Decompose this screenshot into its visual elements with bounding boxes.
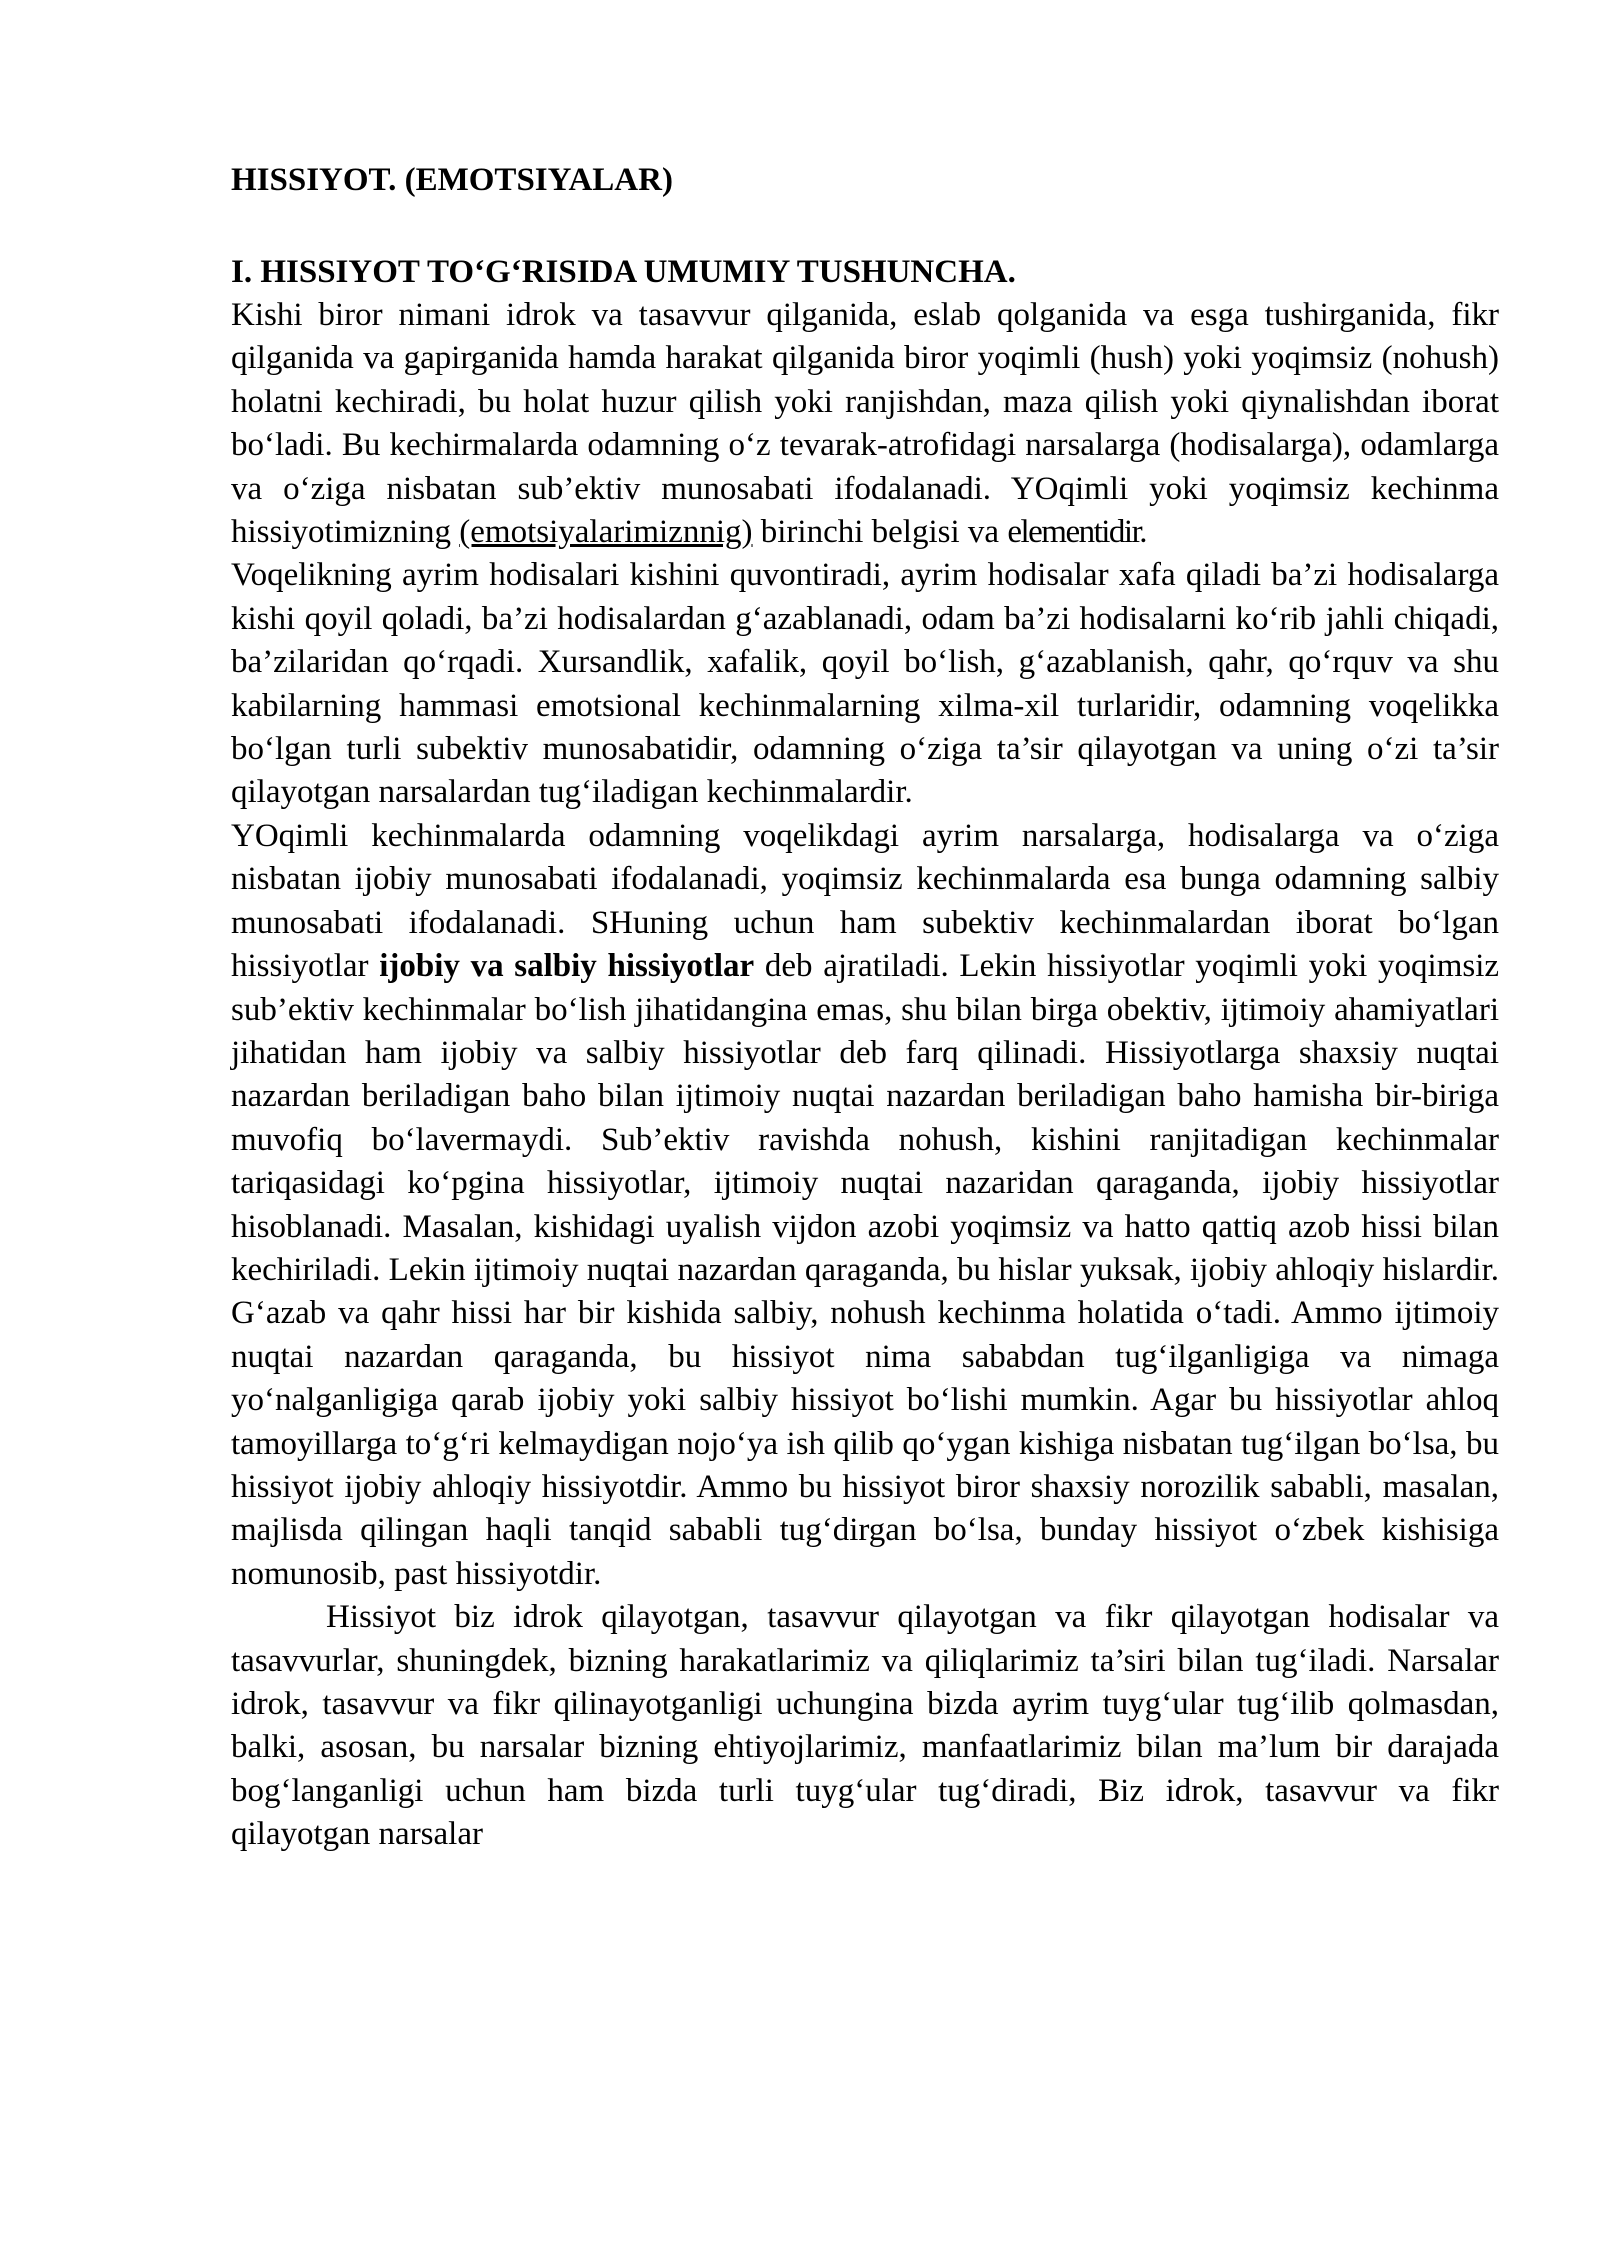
paragraph-4: Hissiyot biz idrok qilayotgan, tasavvur qilayotgan va fikr qilayotgan hodisalar va tasavvurlar, shuningdek, bizning harakatlarimiz va qiliqlarimiz ta’siri bilan tug‘iladi. Narsalar idrok, tasavvur va fikr qilinayotganligi uchungina bizda ayrim tuyg‘ular tug‘ilib qolmasdan, balki, asosan, bu narsalar bizning ehtiyojlarimiz, manfaatlarimiz bilan ma’lum bir darajada bog‘langanligi uchun ham bizda turli tuyg‘ular tug‘diradi, Biz idrok, tasavvur va fikr qilayotgan narsalar <box>231 1599 1499 1853</box>
section-heading: I. HISSIYOT TO‘G‘RISIDA UMUMIY TUSHUNCHA. <box>231 254 1016 290</box>
document-title: HISSIYOT. (EMOTSIYALAR) <box>231 162 673 198</box>
paragraph-3-text-b: deb ajratiladi. Lekin hissiyotlar yoqimli yoki yoqimsiz sub’ektiv kechinmalar bo‘lish jihatidangina emas, shu bilan birga obektiv, ijtimoiy ahamiyatlari jihatidan ham ijobiy va salbiy hissiyotlar deb farq qilinadi. Hissiyotlarga shaxsiy nuqtai nazardan beriladigan baho bilan ijtimoiy nuqtai nazardan beriladigan baho hamisha bir-biriga muvofiq bo‘lavermaydi. Sub’ektiv ravishda nohush, kishini ranjitadigan kechinmalar tariqasidagi ko‘pgina hissiyotlar, ijtimoiy nuqtai nazaridan qaraganda, ijobiy hissiyotlar hisoblanadi. Masalan, kishidagi uyalish vijdon azobi yoqimsiz va hatto qattiq azob hissi bilan kechiriladi. Lekin ijtimoiy nuqtai nazardan qaraganda, bu hislar yuksak, ijobiy ahloqiy hislardir. G‘azab va qahr hissi har bir kishida salbiy, nohush kechinma holatida o‘tadi. Ammo ijtimoiy nuqtai nazardan qaraganda, bu hissiyot nima sababdan tug‘ilganligiga va nimaga yo‘nalganligiga qarab ijobiy yoki salbiy hissiyot bo‘lishi mumkin. Agar bu hissiyotlar ahloq tamoyillarga to‘g‘ri kelmaydigan nojo‘ya ish qilib qo‘ygan kishiga nisbatan tug‘ilgan bo‘lsa, bu hissiyot ijobiy ahloqiy hissiyotdir. Ammo bu hissiyot biror shaxsiy norozilik sababli, masalan, majlisda qilingan haqli tanqid sababli tug‘dirgan bo‘lsa, bunday hissiyot o‘zbek kishisiga nomunosib, past hissiyotdir. <box>231 948 1500 1592</box>
paragraph-1-text-a: Kishi biror nimani idrok va tasavvur qilganida, eslab qolganida va esga tushirganida, fikr qilganida va gapirganida hamda harakat qilganida biror yoqimli (hush) yoki yoqimsiz (nohush) holatni kechiradi, bu holat huzur qilish yoki ranjishdan, maza qilish yoki qiynalishdan iborat bo‘ladi. Bu kechirmalarda odamning o‘z tevarak-atrofidagi narsalarga (hodisalarga), odamlarga va o‘ziga nisbatan sub’ektiv munosabati ifodalanadi. YOqimli yoki yoqimsiz kechinma hissiyotimizning <box>231 297 1499 551</box>
document-page <box>231 150 1499 1857</box>
paragraph-2: Voqelikning ayrim hodisalari kishini quvontiradi, ayrim hodisalar xafa qiladi ba’zi hodisalarga kishi qoyil qoladi, ba’zi hodisalardan g‘azablanadi, odam ba’zi hodisalarni ko‘rib jahli chiqadi, ba’zilaridan qo‘rqadi. Xursandlik, xafalik, qoyil bo‘lish, g‘azablanish, qahr, qo‘rquv va shu kabilarning hammasi emotsional kechinmalarning xilma-xil turlaridir, odamning voqelikka bo‘lgan turli subektiv munosabatidir, odamning o‘ziga ta’sir qilayotgan va uning o‘zi ta’sir qilayotgan narsalardan tug‘iladigan kechinmalardir. <box>231 557 1499 811</box>
paragraph-1 <box>231 294 1499 554</box>
paragraph-3 <box>231 815 1499 1596</box>
paragraph-3-bold-term: ijobiy va salbiy hissiyotlar <box>379 948 755 985</box>
paragraph-3-text-a: YOqimli kechinmalarda odamning voqelikdagi ayrim narsalarga, hodisalarga va o‘ziga nisbatan ijobiy munosabati ifodalanadi, yoqimsiz kechinmalarda esa bunga odamning salbiy munosabati ifodalanadi. SHuning uchun ham subektiv kechinmalardan iborat bo‘lgan hissiyotlar <box>231 817 1499 985</box>
paragraph-1-text-b: birinchi belgisi va <box>752 514 1008 551</box>
paragraph-1-underlined-term: (emotsiyalarimiznnig) <box>459 514 753 551</box>
paragraph-1-tail: elementidir. <box>1007 514 1147 551</box>
